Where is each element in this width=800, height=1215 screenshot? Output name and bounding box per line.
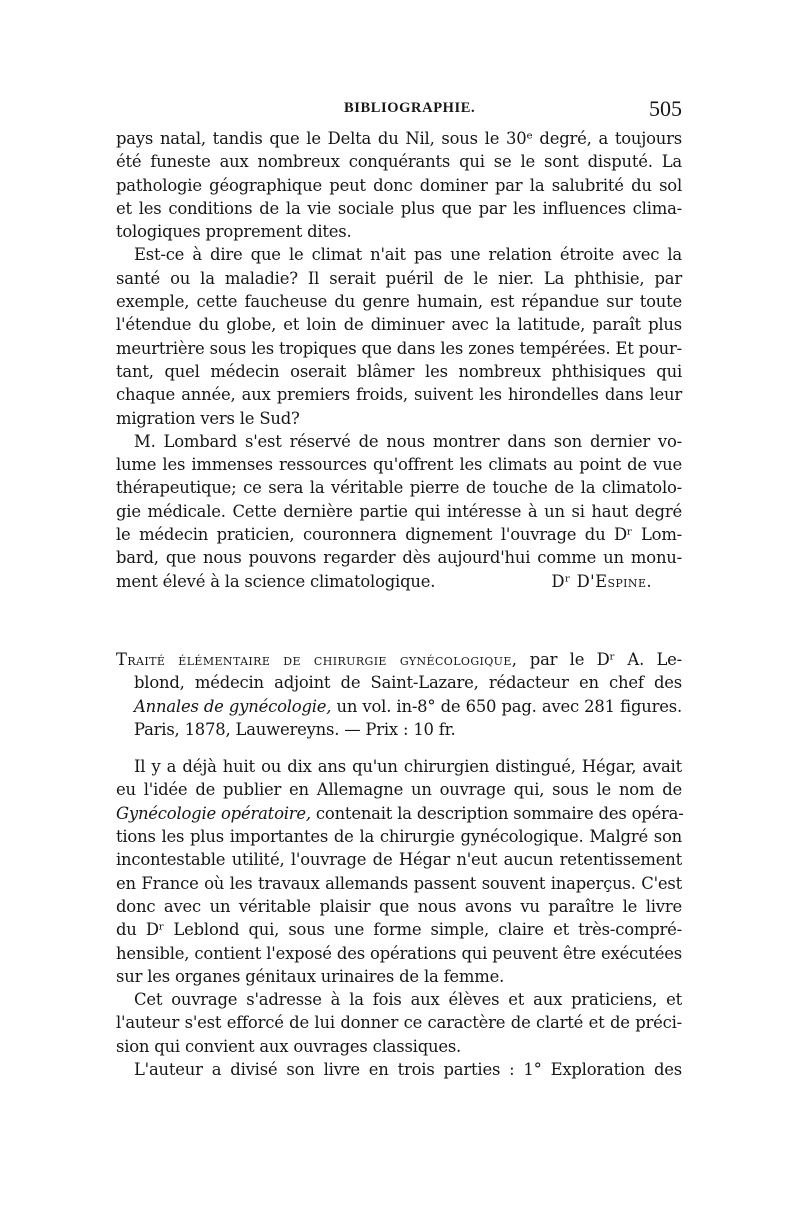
text-line: du Dʳ Leblond qui, sous une forme simple, claire et très-compré- <box>116 920 682 940</box>
paragraph-1 <box>116 755 682 988</box>
text-line: santé ou la maladie? Il serait puéril de le nier. La phthisie, par <box>116 268 682 288</box>
text-line: M. Lombard s'est réservé de nous montrer dans son dernier vo- <box>134 431 682 451</box>
text-line <box>116 802 682 825</box>
spacer <box>116 741 682 755</box>
text-line: eu l'idée de publier en Allemagne un ouvrage qui, sous le nom de <box>116 780 682 800</box>
text-line: chaque année, aux premiers froids, suivent les hirondelles dans leur <box>116 385 682 405</box>
text-line: tions les plus importantes de la chirurgie gynécologique. Malgré son <box>116 827 682 847</box>
text-line: ment élevé à la science climatologique. <box>116 571 436 591</box>
text-line: tant, quel médecin oserait blâmer les nombreux phthisiques qui <box>116 361 682 381</box>
text-line: donc avec un véritable plaisir que nous avons vu paraître le livre <box>116 896 682 916</box>
paragraph-1 <box>116 127 682 243</box>
running-header <box>116 96 682 124</box>
text-line: Est-ce à dire que le climat n'ait pas une relation étroite avec la <box>134 245 682 265</box>
text-line: thérapeutique; ce sera la véritable pierre de touche de la climatolo- <box>116 478 682 498</box>
text-line: le médecin praticien, couronnera dignement l'ouvrage du Dʳ Lom- <box>116 525 682 545</box>
paragraph-3 <box>116 430 682 593</box>
text-line: l'étendue du globe, et loin de diminuer avec la latitude, paraît plus <box>116 315 682 335</box>
running-title: BIBLIOGRAPHIE. <box>344 100 476 116</box>
text-line: pathologie géographique peut donc dominer par la salubrité du sol <box>116 175 682 195</box>
text-line: lume les immenses ressources qu'offrent les climats au point de vue <box>116 455 682 475</box>
text-line: pays natal, tandis que le Delta du Nil, sous le 30ᵉ degré, a toujours <box>116 129 682 148</box>
book-title: Traité élémentaire de chirurgie gynécologique, <box>116 650 518 669</box>
book-details: un vol. in-8° de 650 pag. avec 281 figures. <box>331 696 682 716</box>
text-line: Il y a déjà huit ou dix ans qu'un chirurgien distingué, Hégar, avait <box>134 757 682 777</box>
text-line: L'auteur a divisé son livre en trois parties : 1° Exploration des <box>134 1060 682 1080</box>
text-line: été funeste aux nombreux conquérants qui se le sont disputé. La <box>116 152 682 172</box>
text-line: hensible, contient l'exposé des opérations qui peuvent être exécutées <box>116 943 682 963</box>
text-line: migration vers le Sud? <box>116 408 300 428</box>
text-line: meurtrière sous les tropiques que dans les zones tempérées. Et pour- <box>116 338 682 358</box>
book-reference-line: blond, médecin adjoint de Saint-Lazare, rédacteur en chef des <box>134 673 682 693</box>
journal-title: Annales de gynécologie, <box>134 696 332 716</box>
text-line: exemple, cette faucheuse du genre humain, est répandue sur toute <box>116 292 682 312</box>
book-reference-line <box>116 695 682 718</box>
paragraph-2 <box>116 988 682 1058</box>
text-line: gie médicale. Cette dernière partie qui intéresse à un si haut degré <box>116 501 682 521</box>
text-line: sion qui convient aux ouvrages classiques. <box>116 1036 462 1056</box>
text-line: bard, que nous pouvons regarder dès aujourd'hui comme un monu- <box>116 548 682 568</box>
review-gynecology <box>116 648 682 1081</box>
text-line: tologiques proprement dites. <box>116 222 352 242</box>
review-climatology <box>116 127 682 593</box>
paragraph-3 <box>116 1058 682 1081</box>
text-line: en France où les travaux allemands passent souvent inaperçus. C'est <box>116 873 682 893</box>
page-number: 505 <box>649 96 682 121</box>
text-line: l'auteur s'est efforcé de lui donner ce caractère de clarté et de préci- <box>116 1013 682 1033</box>
text-line: et les conditions de la vie sociale plus que par les influences clima- <box>116 198 682 218</box>
text-line: incontestable utilité, l'ouvrage de Hégar n'eut aucun retentissement <box>116 850 682 870</box>
book-author: par le Dʳ A. Le- <box>517 650 682 669</box>
paragraph-2 <box>116 243 682 429</box>
text-fragment: contenait la description sommaire des opéra- <box>310 803 684 823</box>
book-reference-line: Paris, 1878, Lauwereyns. — Prix : 10 fr. <box>134 719 456 739</box>
book-reference <box>116 648 682 741</box>
text-line: sur les organes génitaux urinaires de la femme. <box>116 966 505 986</box>
book-reference-line <box>116 648 682 671</box>
reviewer-signature: Dʳ D'Espine. <box>551 571 652 591</box>
work-title: Gynécologie opératoire, <box>116 803 311 823</box>
text-line: Cet ouvrage s'adresse à la fois aux élèves et aux praticiens, et <box>134 990 682 1010</box>
closing-line <box>116 570 682 593</box>
